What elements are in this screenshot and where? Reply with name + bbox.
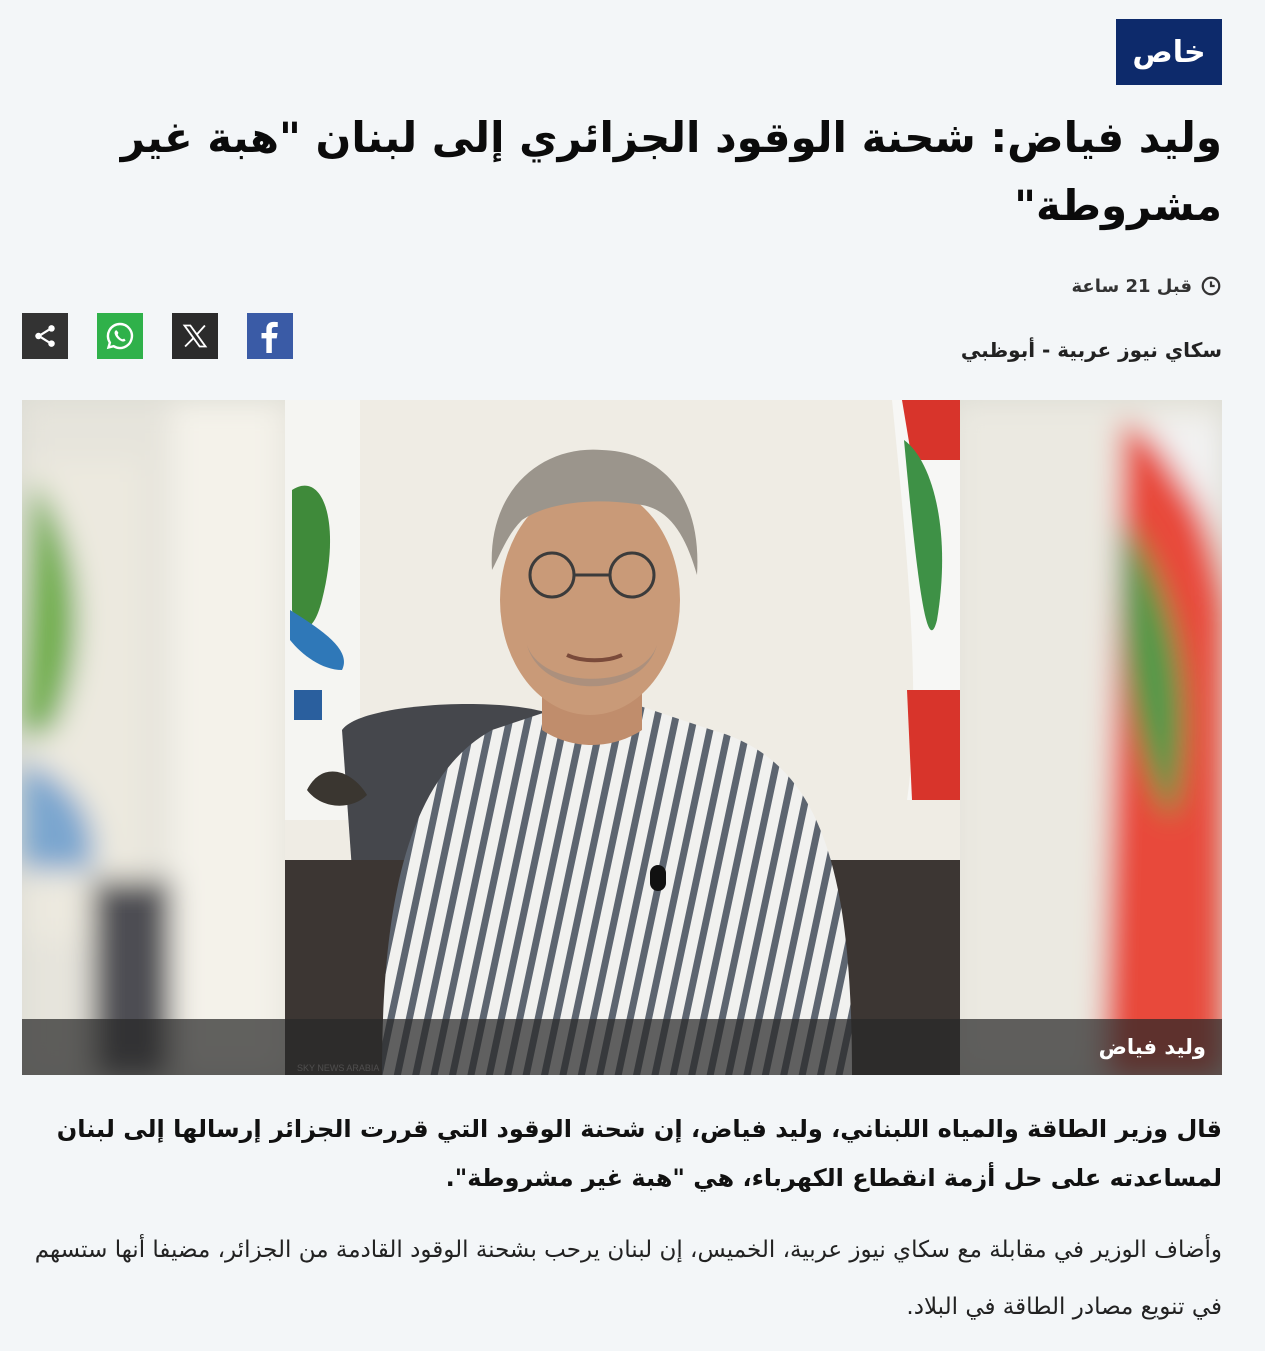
publish-time bbox=[1000, 272, 1222, 300]
share-bar bbox=[22, 313, 293, 359]
article-photo bbox=[22, 400, 1222, 1075]
share-button[interactable] bbox=[22, 313, 68, 359]
article-lead: قال وزير الطاقة والمياه اللبناني، وليد فياض، إن شحنة الوقود التي قررت الجزائر إرسالها إلى لبنان لمساعدته على حل أزمة انقطاع الكهرباء، هي "هبة غير مشروطة". bbox=[56, 1115, 1222, 1192]
whatsapp-share-button[interactable] bbox=[97, 313, 143, 359]
article-image[interactable] bbox=[22, 400, 1222, 1075]
article-title: وليد فياض: شحنة الوقود الجزائري إلى لبنان "هبة غير مشروطة" bbox=[120, 113, 1222, 230]
x-icon bbox=[181, 322, 209, 350]
x-share-button[interactable] bbox=[172, 313, 218, 359]
facebook-share-button[interactable] bbox=[247, 313, 293, 359]
whatsapp-icon bbox=[104, 320, 136, 352]
category-badge[interactable]: خاص bbox=[1116, 19, 1222, 85]
facebook-icon bbox=[255, 319, 285, 353]
publish-time-text: قبل 21 ساعة bbox=[1071, 275, 1192, 297]
share-icon bbox=[32, 323, 58, 349]
image-caption: وليد فياض bbox=[22, 1019, 1222, 1075]
article-body: وأضاف الوزير في مقابلة مع سكاي نيوز عربية، الخميس، إن لبنان يرحب بشحنة الوقود القادمة من الجزائر، مضيفا أنها ستسهم في تنويع مصادر الطاقة في البلاد. bbox=[34, 1237, 1222, 1320]
clock-icon bbox=[1200, 275, 1222, 297]
article-source: سكاي نيوز عربية - أبوظبي bbox=[960, 338, 1222, 362]
